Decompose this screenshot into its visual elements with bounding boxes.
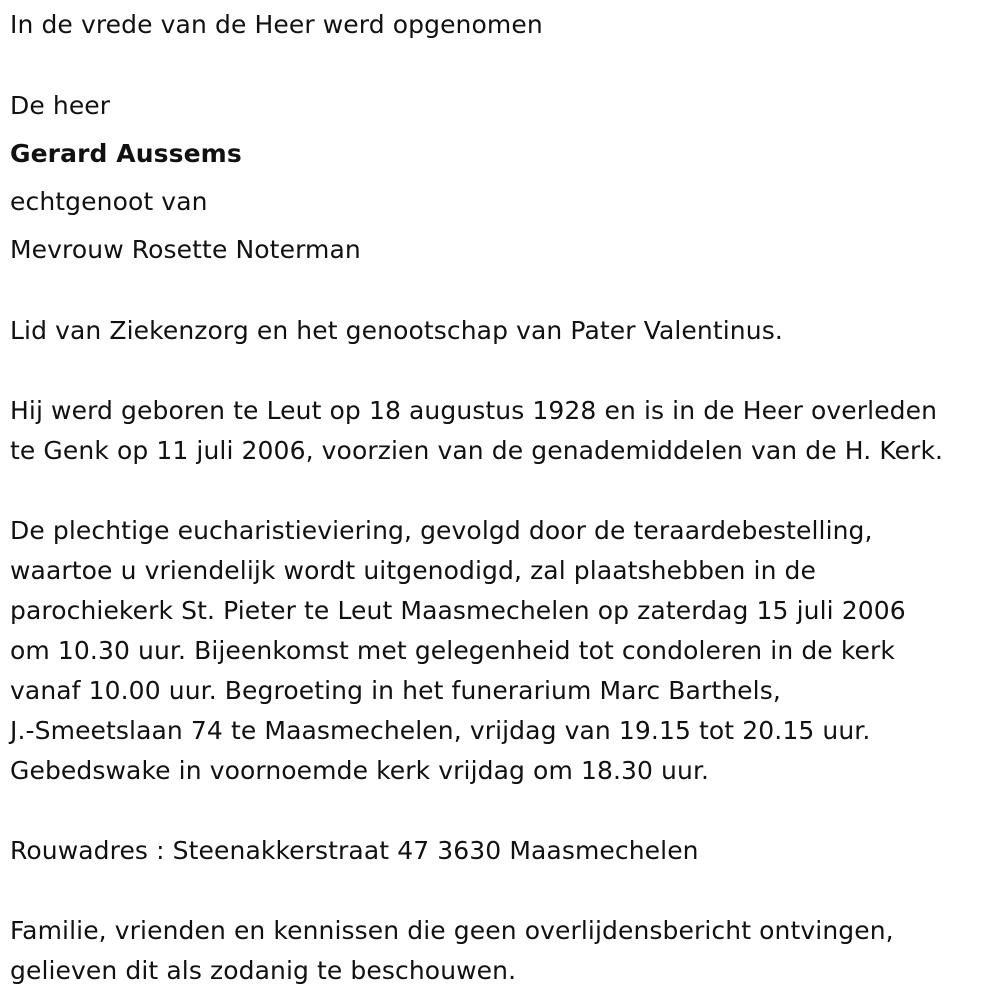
- birth-death-line: Hij werd geboren te Leut op 18 augustus 1928 en is in de Heer overleden: [10, 396, 938, 425]
- ceremony-line: De plechtige eucharistieviering, gevolgd door de teraardebestelling,: [10, 516, 873, 545]
- closing-line: gelieven dit als zodanig te beschouwen.: [10, 956, 517, 985]
- birth-death-line: te Genk op 11 juli 2006, voorzien van de genademiddelen van de H. Kerk.: [10, 436, 944, 465]
- intro-text: In de vrede van de Heer werd opgenomen: [10, 10, 543, 39]
- membership-text: Lid van Ziekenzorg en het genootschap van Pater Valentinus.: [10, 316, 783, 345]
- mourning-address: Rouwadres : Steenakkerstraat 47 3630 Maasmechelen: [10, 836, 699, 865]
- ceremony-line: Gebedswake in voornoemde kerk vrijdag om 18.30 uur.: [10, 756, 710, 785]
- ceremony-line: om 10.30 uur. Bijeenkomst met gelegenheid tot condoleren in de kerk: [10, 636, 895, 665]
- ceremony-line: waartoe u vriendelijk wordt uitgenodigd, zal plaatshebben in de: [10, 556, 817, 585]
- spouse-name: Mevrouw Rosette Noterman: [10, 235, 361, 264]
- ceremony-line: parochiekerk St. Pieter te Leut Maasmechelen op zaterdag 15 juli 2006: [10, 596, 906, 625]
- spouse-prefix: echtgenoot van: [10, 187, 208, 216]
- deceased-name: Gerard Aussems: [10, 139, 242, 168]
- ceremony-line: vanaf 10.00 uur. Begroeting in het funerarium Marc Barthels,: [10, 676, 781, 705]
- closing-line: Familie, vrienden en kennissen die geen overlijdensbericht ontvingen,: [10, 916, 894, 945]
- salutation-text: De heer: [10, 91, 111, 120]
- ceremony-line: J.-Smeetslaan 74 te Maasmechelen, vrijdag van 19.15 tot 20.15 uur.: [10, 716, 871, 745]
